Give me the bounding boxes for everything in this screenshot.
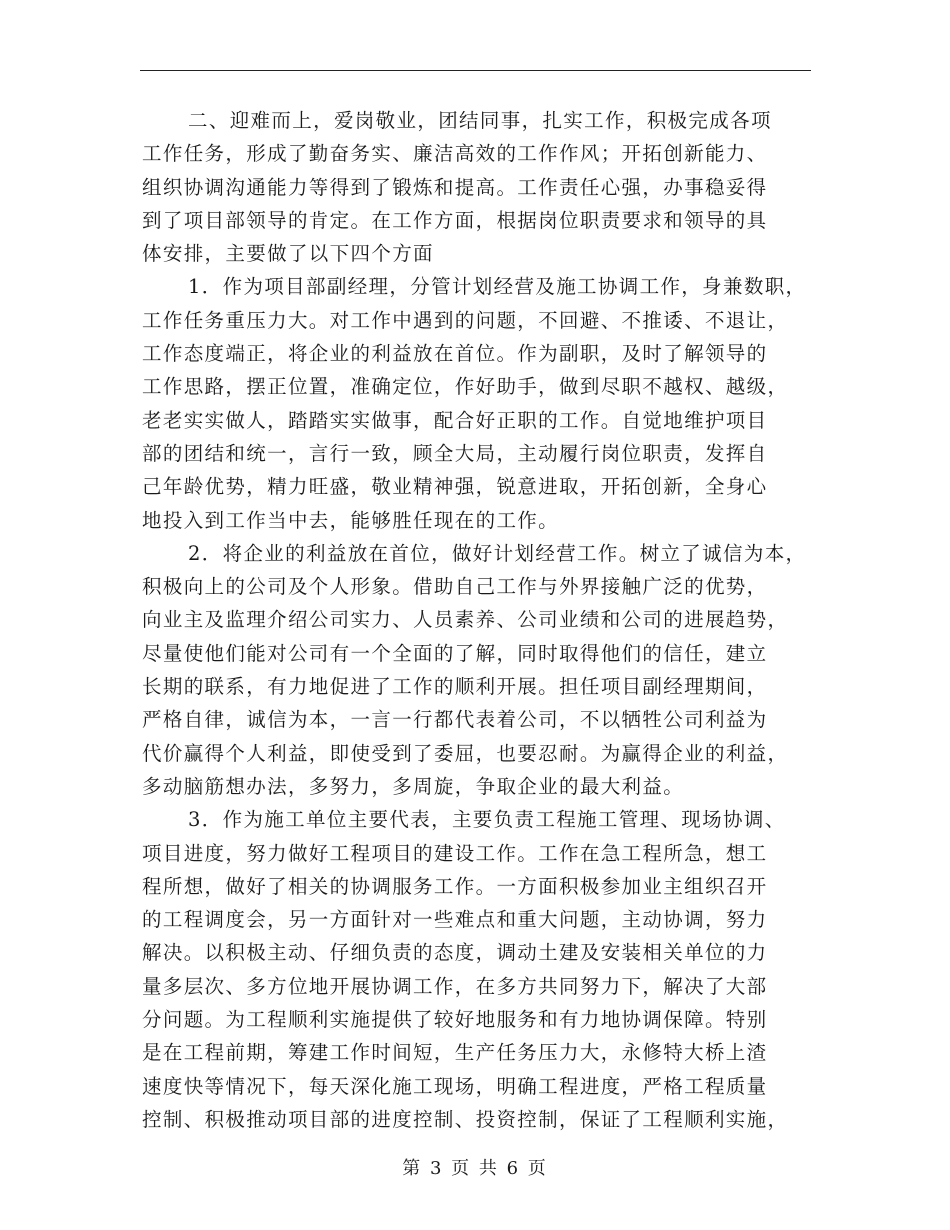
paragraph-4-line-5: 解决。以积极主动、仔细负责的态度，调动土建及安装相关单位的力 xyxy=(142,941,768,965)
paragraph-2-line-8: 地投入到工作当中去，能够胜任现在的工作。 xyxy=(142,508,560,532)
paragraph-3-line-1: 2．将企业的利益放在首位，做好计划经营工作。树立了诚信为本， xyxy=(188,541,807,565)
paragraph-3-line-6: 严格自律，诚信为本，一言一行都代表着公司，不以牺牲公司利益为 xyxy=(142,708,768,732)
paragraph-4-line-2: 项目进度，努力做好工程项目的建设工作。工作在急工程所急，想工 xyxy=(142,841,768,865)
paragraph-2-line-1: 1．作为项目部副经理，分管计划经营及施工协调工作，身兼数职， xyxy=(188,275,807,299)
paragraph-2-line-6: 部的团结和统一，言行一致，顾全大局，主动履行岗位职责，发挥自 xyxy=(142,441,768,465)
paragraph-2-line-4: 工作思路，摆正位置，准确定位，作好助手，做到尽职不越权、越级， xyxy=(142,375,789,399)
paragraph-3-line-3: 向业主及监理介绍公司实力、人员素养、公司业绩和公司的进展趋势， xyxy=(142,608,789,632)
paragraph-1-line-3: 组织协调沟通能力等得到了锻炼和提高。工作责任心强，办事稳妥得 xyxy=(142,175,768,199)
paragraph-3-line-2: 积极向上的公司及个人形象。借助自己工作与外界接触广泛的优势， xyxy=(142,575,768,599)
paragraph-3-line-8: 多动脑筋想办法，多努力，多周旋，争取企业的最大利益。 xyxy=(142,774,685,798)
paragraph-4-line-3: 程所想，做好了相关的协调服务工作。一方面积极参加业主组织召开 xyxy=(142,874,768,898)
paragraph-4-line-1: 3．作为施工单位主要代表，主要负责工程施工管理、现场协调、 xyxy=(188,808,786,832)
paragraph-1-line-5: 体安排，主要做了以下四个方面 xyxy=(142,242,434,266)
paragraph-3-line-5: 长期的联系，有力地促进了工作的顺利开展。担任项目副经理期间， xyxy=(142,675,768,699)
paragraph-2-line-7: 己年龄优势，精力旺盛，敬业精神强，锐意进取，开拓创新，全身心 xyxy=(142,475,768,499)
page-number-footer: 第 3 页 共 6 页 xyxy=(402,1158,548,1179)
header-rule xyxy=(140,70,811,71)
document-body xyxy=(142,104,822,1136)
paragraph-2-line-2: 工作任务重压力大。对工作中遇到的问题，不回避、不推诿、不退让， xyxy=(142,308,789,332)
paragraph-2-line-5: 老老实实做人，踏踏实实做事，配合好正职的工作。自觉地维护项目 xyxy=(142,408,768,432)
paragraph-3-line-4: 尽量使他们能对公司有一个全面的了解，同时取得他们的信任，建立 xyxy=(142,641,768,665)
paragraph-1-line-4: 到了项目部领导的肯定。在工作方面，根据岗位职责要求和领导的具 xyxy=(142,208,768,232)
paragraph-4-line-6: 量多层次、多方位地开展协调工作，在多方共同努力下，解决了大部 xyxy=(142,974,768,998)
paragraph-4-line-7: 分问题。为工程顺利实施提供了较好地服务和有力地协调保障。特别 xyxy=(142,1008,768,1032)
paragraph-1-line-1: 二、迎难而上，爱岗敬业，团结同事，扎实工作，积极完成各项 xyxy=(188,109,772,132)
paragraph-4-line-10: 控制、积极推动项目部的进度控制、投资控制，保证了工程顺利实施， xyxy=(142,1107,789,1131)
paragraph-4-line-4: 的工程调度会，另一方面针对一些难点和重大问题，主动协调，努力 xyxy=(142,908,768,932)
paragraph-3-line-7: 代价赢得个人利益，即使受到了委屈，也要忍耐。为赢得企业的利益， xyxy=(142,741,789,765)
paragraph-2-line-3: 工作态度端正，将企业的利益放在首位。作为副职，及时了解领导的 xyxy=(142,342,768,366)
paragraph-1-line-2: 工作任务，形成了勤奋务实、廉洁高效的工作作风；开拓创新能力、 xyxy=(142,142,768,166)
paragraph-4-line-9: 速度快等情况下，每天深化施工现场，明确工程进度，严格工程质量 xyxy=(142,1074,768,1098)
paragraph-4-line-8: 是在工程前期，筹建工作时间短，生产任务压力大，永修特大桥上渣 xyxy=(142,1041,768,1065)
